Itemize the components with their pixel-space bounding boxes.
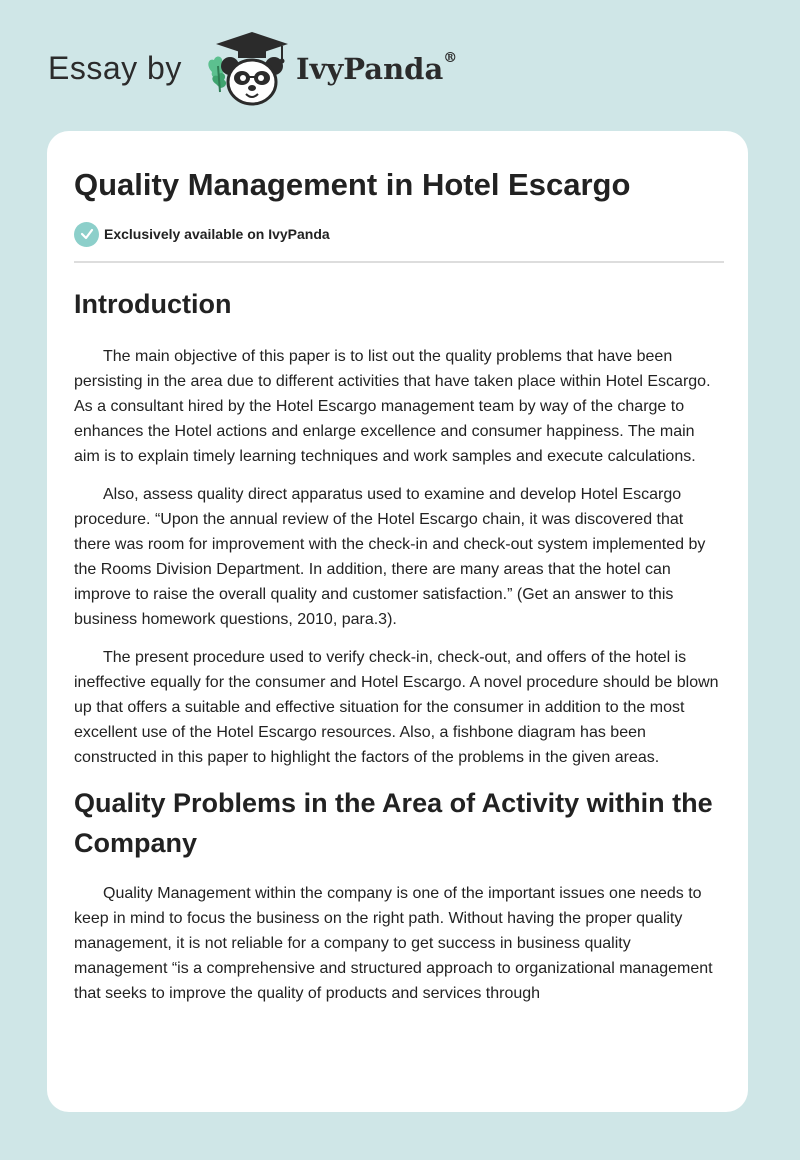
divider bbox=[74, 261, 724, 263]
registered-mark: ® bbox=[443, 50, 458, 66]
page-title: Quality Management in Hotel Escargo bbox=[74, 167, 631, 202]
checkmark-icon bbox=[74, 222, 99, 247]
essay-card bbox=[47, 131, 748, 1112]
site-header bbox=[48, 30, 748, 110]
paragraph: The main objective of this paper is to list out the quality problems that have been persisting in the area due to different activities that have taken place within Hotel Escargo. As a consultant hired by the Hotel Escargo management team by way of the charge to enhances the Hotel actions and enlarge excellence and consumer happiness. The main aim is to explain timely learning techniques and work samples and execute calculations. bbox=[74, 348, 711, 465]
exclusive-badge bbox=[74, 221, 330, 247]
paragraph: Also, assess quality direct apparatus used to examine and develop Hotel Escargo procedure. “Upon the annual review of the Hotel Escargo chain, it was discovered that there was room for improvement with the check-in and check-out system implemented by the Rooms Division Department. In addition, there are many areas that the hotel can improve to raise the overall quality and customer satisfaction.” (Get an answer to this business homework questions, 2010, para.3). bbox=[74, 486, 706, 628]
panda-graduate-icon[interactable] bbox=[202, 30, 292, 110]
badge-label: Exclusively available on IvyPanda bbox=[104, 226, 330, 242]
essay-by-label: Essay by bbox=[48, 50, 182, 86]
brand-label: IvyPanda bbox=[296, 52, 444, 86]
paragraph: Quality Management within the company is one of the important issues one needs to keep in mind to focus the business on the right path. Without having the proper quality management, it is not reliable for a company to get success in business quality management “is a comprehensive and structured approach to organizational management that seeks to improve the quality of products and services through bbox=[74, 885, 713, 1002]
brand-name[interactable] bbox=[296, 52, 457, 86]
section-heading-quality-problems: Quality Problems in the Area of Activity within the Company bbox=[74, 788, 713, 858]
paragraph: The present procedure used to verify check-in, check-out, and offers of the hotel is ineffective equally for the consumer and Hotel Escargo. A novel procedure should be blown up that offers a suitable and effective situation for the consumer in addition to the most excellent use of the Hotel Escargo resources. Also, a fishbone diagram has been constructed in this paper to highlight the factors of the problems in the given areas. bbox=[74, 649, 719, 766]
essay-body bbox=[74, 281, 724, 1019]
section-heading-introduction: Introduction bbox=[74, 289, 232, 319]
